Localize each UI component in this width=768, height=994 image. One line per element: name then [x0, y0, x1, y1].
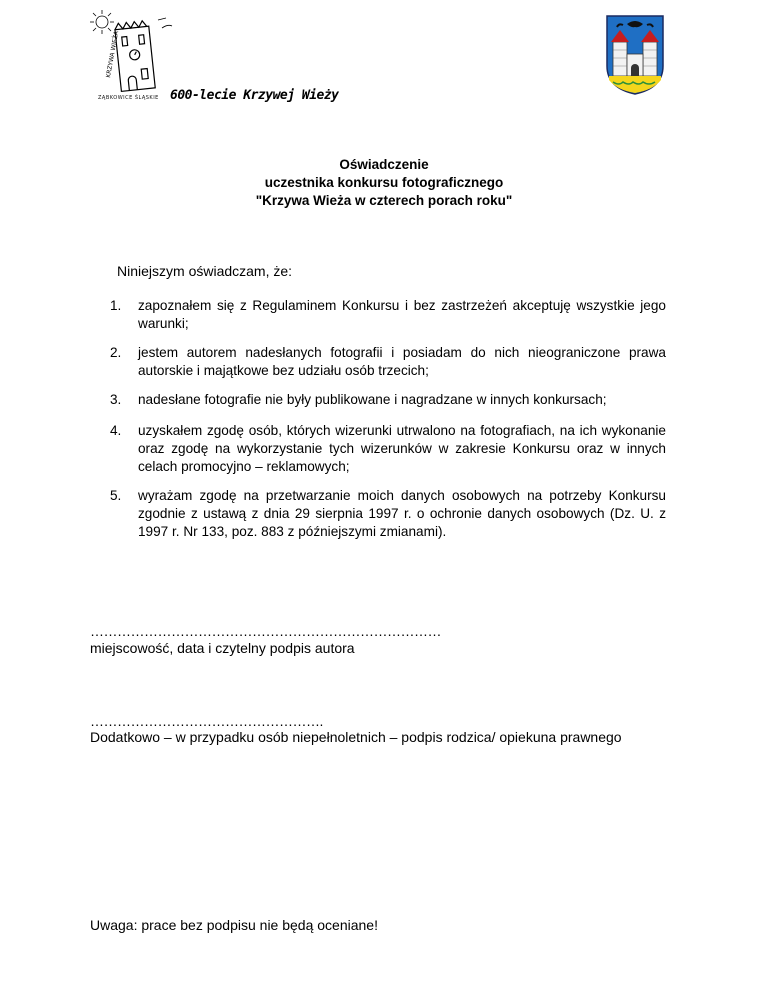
- tower-logo-icon: [88, 8, 178, 100]
- statement-number: 3.: [110, 392, 122, 407]
- intro-text: Niniejszym oświadczam, że:: [117, 263, 293, 279]
- statement-number: 5.: [110, 488, 122, 503]
- statement-number: 2.: [110, 345, 122, 360]
- statement-item: [110, 487, 666, 541]
- statement-text: wyrażam zgodę na przetwarzanie moich danych osobowych na potrzeby Konkursu zgodnie z ustawą z dnia 29 sierpnia 1997 r. o ochronie danych osobowych (Dz. U. z 1997 r. Nr 133, poz. 883 z późniejszymi zmianami).: [138, 488, 666, 539]
- coat-of-arms-icon: [605, 14, 665, 96]
- statement-text: jestem autorem nadesłanych fotografii i posiadam do nich nieograniczone prawa autorskie i majątkowe bez udziału osób trzecich;: [138, 345, 666, 378]
- signature-label-guardian: Dodatkowo – w przypadku osób niepełnoletnich – podpis rodzica/ opiekuna prawnego: [90, 729, 622, 745]
- heading-title: Oświadczenie: [339, 157, 429, 172]
- statement-text: zapoznałem się z Regulaminem Konkursu i bez zastrzeżeń akceptuję wszystkie jego warunki;: [138, 298, 666, 331]
- signature-line-author: ……………………………………………………………………: [90, 623, 441, 639]
- tower-logo: [88, 8, 178, 100]
- statement-item: [110, 422, 666, 476]
- statement-number: 1.: [110, 298, 122, 313]
- coat-of-arms: [605, 14, 665, 96]
- heading-subtitle: uczestnika konkursu fotograficznego: [264, 175, 504, 190]
- statement-number: 4.: [110, 423, 122, 438]
- logo-vertical-text: KRZYWA WIEŻA: [105, 30, 121, 79]
- statement-text: uzyskałem zgodę osób, których wizerunki utrwalono na fotografiach, na ich wykonanie oraz zgodę na wykorzystanie tych wizerunków w zakresie Konkursu oraz w innych celach promocyjno – reklamowych;: [138, 423, 666, 474]
- signature-label-author: miejscowość, data i czytelny podpis autora: [90, 640, 355, 656]
- statement-list: [110, 297, 666, 541]
- signature-line-guardian: …………………………………………….: [90, 713, 323, 729]
- statement-text: nadesłane fotografie nie były publikowane i nagradzane w innych konkursach;: [138, 392, 607, 407]
- event-title: 600-lecie Krzywej Wieży: [170, 88, 339, 103]
- statement-item: [110, 344, 666, 380]
- document-heading: [0, 156, 768, 210]
- heading-contest-name: "Krzywa Wieża w czterech porach roku": [255, 193, 513, 208]
- statement-item: [110, 297, 666, 333]
- logo-caption: ZĄBKOWICE ŚLĄSKIE: [98, 95, 159, 101]
- warning-note: Uwaga: prace bez podpisu nie będą oceniane!: [90, 917, 378, 933]
- statement-item: [110, 391, 666, 409]
